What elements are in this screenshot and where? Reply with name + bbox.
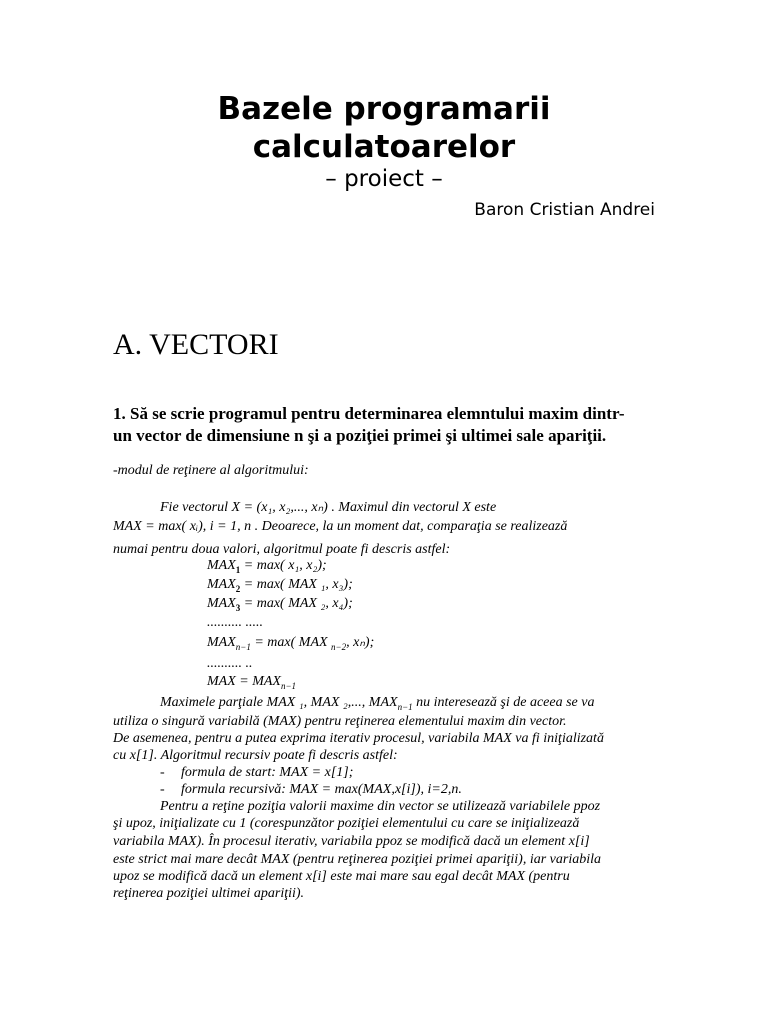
bullet-recursive-formula: formula recursivă: MAX = max(MAX,x[i]), i=2,n.	[181, 782, 462, 797]
equation-max1	[207, 558, 327, 575]
eq-lhs: MAX	[207, 558, 236, 573]
equation-dots2: .......... ..	[207, 656, 253, 671]
eq-rhs: = max( x₁, x₂);	[243, 558, 327, 573]
eq-lhs: MAX	[207, 674, 236, 689]
paragraph-line: De asemenea, pentru a putea exprima iterativ procesul, variabila MAX va fi iniţializată	[113, 731, 604, 746]
text-fragment: . Maximul din vectorul X este	[331, 500, 497, 515]
paragraph-partials	[160, 695, 594, 712]
eq-subscript: n−1	[235, 642, 251, 652]
problem-statement-line2: un vector de dimensiune n şi a poziţiei primei şi ultimei sale apariţii.	[113, 426, 607, 445]
text-fragment: nu interesează şi de aceea se va	[416, 695, 595, 710]
document-subtitle: – proiect –	[325, 166, 443, 192]
eq-lhs: MAX	[207, 577, 236, 592]
bullet-start-formula: formula de start: MAX = x[1];	[181, 765, 354, 780]
equation-max3	[207, 596, 353, 613]
document-title-line2: calculatoarelor	[252, 129, 516, 165]
paragraph-line: upoz se modifică dacă un element x[i] este mai mare sau egal decât MAX (pentru	[113, 869, 570, 884]
bullet-dash: -	[160, 765, 165, 780]
equation-max2	[207, 577, 353, 594]
eq-subscript: n−2	[331, 642, 347, 652]
paragraph-algorithm-intro: numai pentru doua valori, algoritmul poate fi descris astfel:	[113, 542, 451, 557]
paragraph-line: utiliza o singură variabilă (MAX) pentru reţinerea elementului maxim din vector.	[113, 714, 567, 729]
paragraph-line: şi upoz, iniţializate cu 1 (corespunzător poziţiei elementului cu care se iniţializează	[113, 816, 580, 831]
paragraph-line: reţinerea poziţiei ultimei apariţii).	[113, 886, 305, 901]
paragraph-line: cu x[1]. Algoritmul recursiv poate fi descris astfel:	[113, 748, 398, 763]
paragraph-line: este strict mai mare decât MAX (pentru reţinerea poziţiei primei apariţii), iar variabila	[113, 852, 601, 867]
bullet-dash: -	[160, 782, 165, 797]
eq-rhs: = max( MAX ₂, x₄);	[243, 596, 353, 611]
eq-rhs: = MAX	[239, 674, 281, 689]
text-fragment: Maximele parţiale	[160, 695, 264, 710]
math-vector-def: X = (x₁, x₂,..., xₙ)	[231, 500, 328, 515]
paragraph-vector-def	[160, 499, 496, 516]
equation-max-final	[207, 674, 296, 691]
paragraph-max-def	[113, 519, 567, 535]
text-fragment: . Deoarece, la un moment dat, comparaţia se realizează	[254, 519, 568, 534]
equation-max-n-minus-1	[207, 634, 374, 652]
section-heading: A. VECTORI	[113, 328, 279, 361]
text-fragment: Fie vectorul	[160, 500, 229, 515]
math-max-lhs: MAX	[113, 519, 142, 534]
eq-subscript: n−1	[280, 681, 297, 691]
eq-subscript: 2	[235, 584, 241, 594]
document-title-line1: Bazele programarii	[217, 91, 551, 127]
eq-tail: , xₙ);	[346, 635, 375, 650]
eq-rhs: = max( MAX	[254, 635, 332, 650]
eq-subscript: n−1	[397, 702, 413, 712]
eq-subscript: 1	[235, 565, 241, 575]
paragraph-line: variabila MAX). În procesul iterativ, variabila ppoz se modifică dacă un element x[i]	[113, 834, 590, 849]
math-partials: MAX ₁, MAX ₂,..., MAX	[266, 695, 398, 710]
equation-dots1: .......... .....	[207, 615, 263, 630]
module-label: -modul de reţinere al algoritmului:	[113, 463, 309, 478]
problem-statement-line1: 1. Să se scrie programul pentru determinarea elemntului maxim dintr-	[113, 404, 625, 423]
math-max-rhs: = max( xᵢ), i = 1, n	[145, 519, 252, 534]
author-name: Baron Cristian Andrei	[474, 200, 655, 220]
eq-lhs: MAX	[207, 635, 236, 650]
paragraph-line: Pentru a reţine poziţia valorii maxime din vector se utilizează variabilele ppoz	[160, 799, 601, 814]
eq-subscript: 3	[235, 603, 241, 613]
eq-lhs: MAX	[207, 596, 236, 611]
eq-rhs: = max( MAX ₁, x₃);	[243, 577, 353, 592]
